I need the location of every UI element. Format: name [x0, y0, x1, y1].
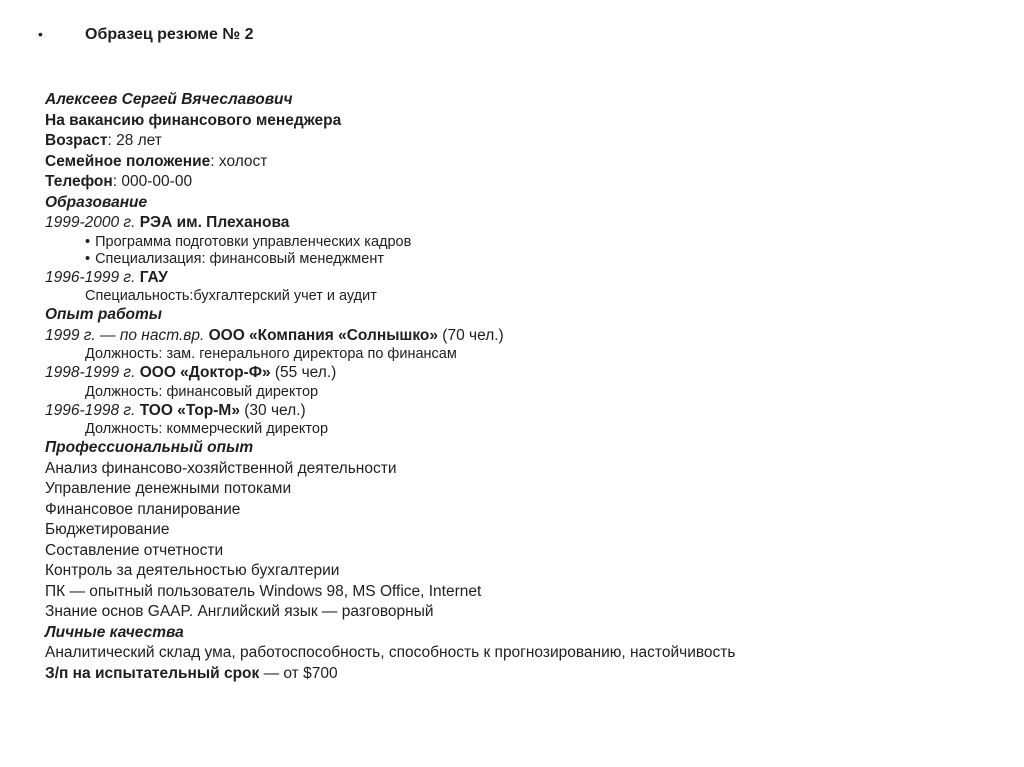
resume-line [45, 234, 985, 251]
text-run: ООО «Доктор-Ф» [139, 364, 271, 381]
resume-line [45, 401, 985, 422]
resume-line [45, 479, 985, 500]
resume-line [45, 623, 985, 644]
resume-line [45, 541, 985, 562]
text-run: З/п на испытательный срок [45, 664, 260, 682]
text-run: Семейное положение [45, 152, 211, 170]
resume-line [45, 288, 985, 305]
text-run: Специализация: финансовый менеджмент [95, 250, 384, 267]
text-run: : холост [210, 152, 268, 170]
text-run: ПК — опытный пользователь Windows 98, MS Office, Internet [45, 582, 482, 600]
text-run: Знание основ GAAP. Английский язык — разговорный [45, 603, 434, 620]
text-run: На вакансию финансового менеджера [45, 111, 342, 129]
text-run: Личные качества [45, 623, 184, 641]
text-run: Алексеев Сергей Вячеславович [45, 91, 293, 108]
text-run: Финансовое планирование [45, 500, 241, 518]
bullet-icon: • [38, 26, 43, 42]
text-run: (70 чел.) [438, 326, 504, 344]
resume-line [45, 90, 985, 111]
text-run: Управление денежными потоками [45, 480, 292, 497]
text-run: Программа подготовки управленческих кадров [95, 233, 412, 250]
resume-line [45, 520, 985, 541]
text-run: 1999-2000 г. [45, 214, 140, 231]
text-run: Образование [45, 193, 148, 211]
resume-line [45, 582, 985, 603]
text-run: 1996-1998 г. [45, 401, 140, 419]
resume-line [45, 251, 985, 268]
text-run: Должность: коммерческий директор [85, 421, 329, 437]
text-run: (30 чел.) [239, 401, 306, 419]
text-run: 1996-1999 г. [45, 268, 140, 286]
text-run: — от $700 [259, 664, 338, 682]
resume-line [45, 363, 985, 384]
resume-line [45, 131, 985, 152]
resume-line [45, 213, 985, 234]
text-run: Составление отчетности [45, 541, 224, 559]
text-run: (55 чел.) [270, 364, 337, 381]
text-run: Аналитический склад ума, работоспособность, способность к прогнозированию, настойчивость [45, 644, 736, 661]
resume-line [45, 172, 985, 193]
resume-line [45, 643, 985, 664]
resume-line [45, 664, 985, 685]
resume-content [45, 90, 985, 684]
resume-line [45, 421, 985, 438]
bullet-icon: • [85, 250, 91, 267]
text-run: : 28 лет [107, 132, 162, 149]
text-run: Телефон [45, 173, 113, 190]
text-run: Профессиональный опыт [45, 439, 254, 456]
text-run: Возраст [45, 132, 108, 149]
text-run: ТОО «Тор-М» [139, 401, 240, 419]
text-run: Анализ финансово-хозяйственной деятельности [45, 459, 397, 477]
text-run: Контроль за деятельностью бухгалтерии [45, 562, 340, 579]
text-run: ГАУ [139, 268, 168, 286]
text-run: : 000-00-00 [112, 173, 193, 190]
text-run: Опыт работы [45, 306, 163, 323]
bullet-icon: • [85, 233, 91, 250]
resume-line [45, 152, 985, 173]
text-run: Специальность:бухгалтерский учет и аудит [85, 288, 377, 304]
page-title: Образец резюме № 2 [85, 26, 254, 43]
resume-line [45, 268, 985, 289]
resume-line [45, 111, 985, 132]
text-run: РЭА им. Плеханова [139, 214, 290, 231]
text-run: Должность: зам. генерального директора по финансам [85, 346, 457, 362]
text-run: ООО «Компания «Солнышко» [208, 326, 438, 344]
resume-line [45, 346, 985, 363]
resume-line [45, 602, 985, 623]
resume-line [45, 500, 985, 521]
resume-line [45, 305, 985, 326]
text-run: Бюджетирование [45, 521, 170, 538]
resume-line [45, 193, 985, 214]
text-run: 1999 г. — по наст.вр. [45, 326, 209, 344]
slide-title-row [38, 24, 254, 45]
text-run: 1998-1999 г. [45, 364, 140, 381]
resume-line [45, 438, 985, 459]
text-run: Должность: финансовый директор [85, 383, 319, 400]
resume-line [45, 326, 985, 347]
resume-line [45, 384, 985, 401]
resume-line [45, 561, 985, 582]
resume-line [45, 459, 985, 480]
